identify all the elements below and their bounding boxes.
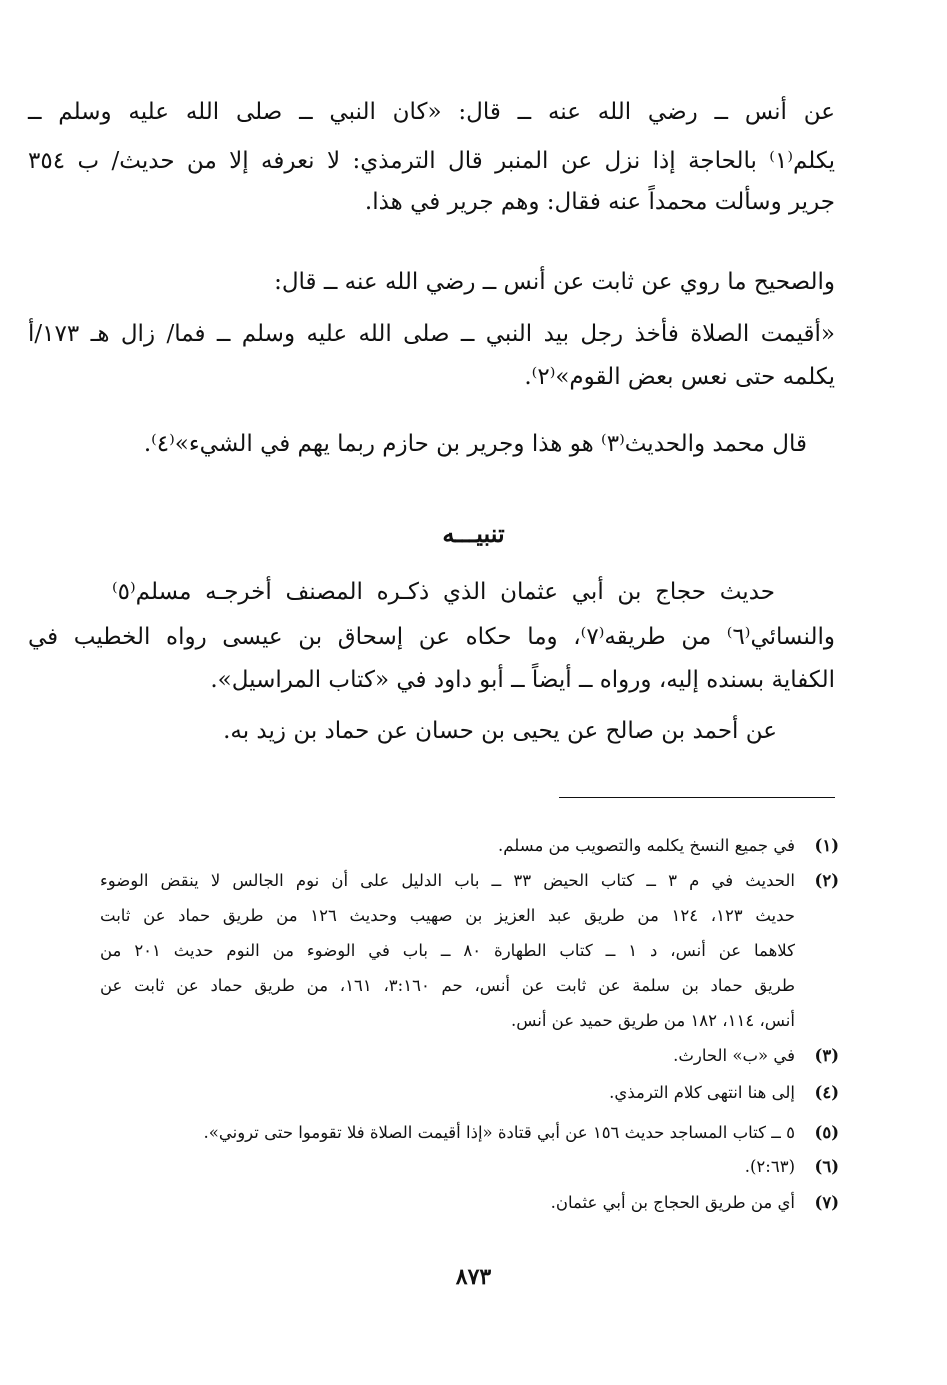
page-number: ٨٧٣ — [455, 1264, 492, 1290]
body-line: عن أنس ــ رضي الله عنه ــ قال: «كان النبي ــ صلى الله عليه وسلم ــ — [28, 99, 835, 125]
body-line: والصحيح ما روي عن ثابت عن أنس ــ رضي الله عنه ــ قال: — [274, 269, 835, 295]
footnote — [100, 1078, 839, 1108]
footnote-continuation — [100, 1006, 839, 1036]
footnote-text: أنس، ١١٤، ١٨٢ من طريق حميد عن أنس. — [510, 1011, 795, 1030]
footnote — [100, 1118, 839, 1148]
footnote-number: (٥) — [814, 1123, 839, 1142]
footnote-number: (٦) — [814, 1157, 839, 1176]
section-heading: تنبيـــه — [442, 519, 505, 548]
footnote-number: (٢) — [814, 871, 839, 890]
footnote-text: كلاهما عن أنس، د ١ ــ كتاب الطهارة ٨٠ ــ باب في الوضوء من النوم حديث ٢٠١ من — [100, 941, 795, 960]
footnote-text: أي من طريق الحجاج بن أبي عثمان. — [550, 1193, 795, 1212]
footnote-text: إلى هنا انتهى كلام الترمذي. — [609, 1083, 795, 1102]
body-line: جرير وسألت محمداً عنه فقال: وهم جرير في هذا. — [364, 189, 835, 215]
body-line: «أقيمت الصلاة فأخذ رجل بيد النبي ــ صلى الله عليه وسلم ــ فما/ زال هـ ١٧٣/أ — [28, 321, 835, 347]
footnote-number: (٧) — [814, 1193, 839, 1212]
footnote-number: (٣) — [814, 1046, 839, 1065]
footnote-text: حديث ١٢٣، ١٢٤ من طريق عبد العزيز بن صهيب وحديث ١٢٦ من طريق حماد عن ثابت — [100, 906, 795, 925]
footnote — [100, 831, 839, 861]
footnote-continuation — [100, 901, 839, 931]
footnote-number: (١) — [814, 836, 839, 855]
body-line: الكفاية بسنده إليه، ورواه ــ أيضاً ــ أبو داود في «كتاب المراسيل». — [210, 667, 835, 693]
footnote-text: طريق حماد بن سلمة عن ثابت عن أنس، حم ٣:١٦٠، ١٦١، من طريق حماد عن ثابت عن — [100, 976, 795, 995]
footnote-divider — [559, 797, 835, 798]
body-line: يكلم⁽١⁾ بالحاجة إذا نزل عن المنبر قال الترمذي: لا نعرفه إلا من حديث/ ب ٣٥٤ — [28, 148, 835, 174]
body-line: والنسائي⁽٦⁾ من طريقه⁽٧⁾، وما حكاه عن إسحاق بن عيسى رواه الخطيب في — [28, 624, 835, 650]
footnote — [100, 866, 839, 896]
footnote-text: في «ب» الحارث. — [673, 1046, 795, 1065]
body-line: قال محمد والحديث⁽٣⁾ هو هذا وجرير بن حازم ربما يهم في الشيء»⁽٤⁾. — [143, 431, 807, 457]
footnote-number: (٤) — [814, 1083, 839, 1102]
footnote-continuation — [100, 971, 839, 1001]
body-line: عن أحمد بن صالح عن يحيى بن حسان عن حماد بن زيد به. — [223, 718, 777, 744]
footnote-text: ٥ ــ كتاب المساجد حديث ١٥٦ عن أبي قتادة «إذا أقيمت الصلاة فلا تقوموا حتى تروني». — [203, 1123, 795, 1142]
footnote-text: في جميع النسخ يكلمه والتصويب من مسلم. — [498, 836, 795, 855]
body-line: يكلمه حتى نعس بعض القوم»⁽٢⁾. — [524, 364, 835, 390]
footnote-text: (٢:٦٣). — [744, 1157, 795, 1176]
body-line: حديث حجاج بن أبي عثمان الذي ذكـره المصنف أخرجـه مسلم⁽٥⁾ — [112, 579, 775, 605]
footnote-text: الحديث في م ٣ ــ كتاب الحيض ٣٣ ــ باب الدليل على أن نوم الجالس لا ينقض الوضوء — [100, 871, 796, 890]
footnote — [100, 1152, 839, 1182]
footnote-continuation — [100, 936, 839, 966]
footnote — [100, 1188, 839, 1218]
footnote — [100, 1041, 839, 1071]
